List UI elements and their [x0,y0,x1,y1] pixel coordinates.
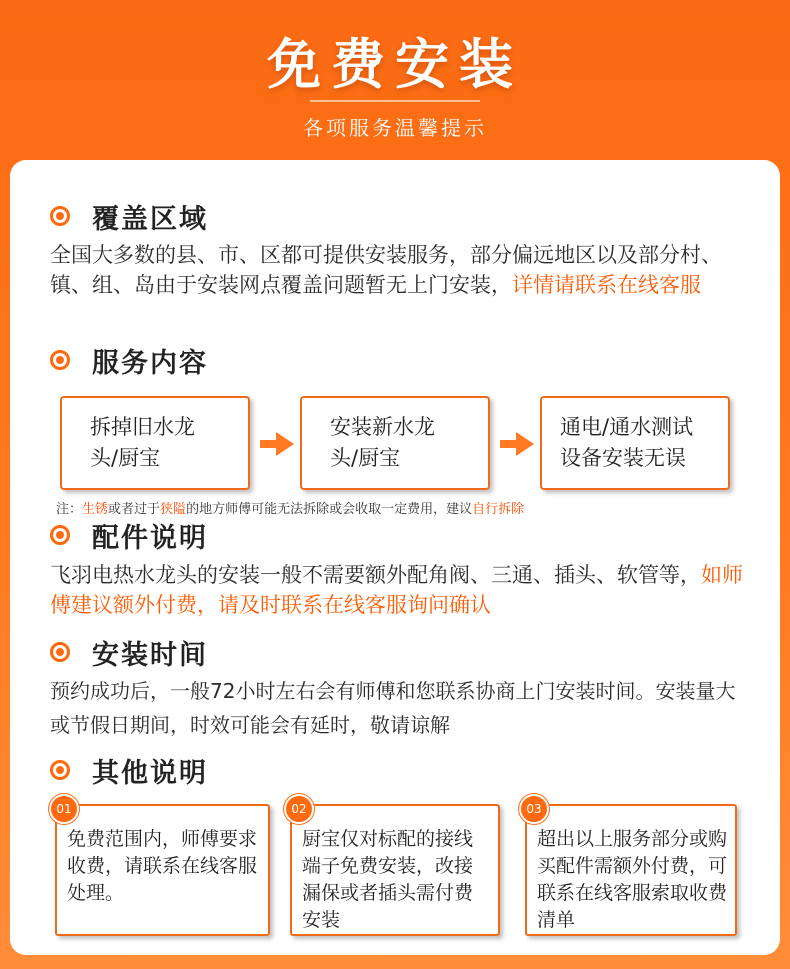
info-card [10,160,780,955]
bullet-ring-icon [50,350,70,370]
other-title: 其他说明 [92,757,208,789]
other-section-header [50,750,208,790]
service-step-3-label: 通电/通水测试设备安装无误 [560,415,694,470]
bullet-ring-icon [50,525,70,545]
service-section-header [50,340,208,380]
title-divider [310,100,480,102]
parts-text-highlight: 如师傅建议额外付费，请及时联系在线客服询问确认 [50,563,743,617]
number-badge-2: 02 [284,794,314,824]
note-highlight-narrow: 狭隘 [160,502,187,517]
coverage-text [50,240,750,300]
note-highlight-rust: 生锈 [82,502,109,517]
page-subtitle: 各项服务温馨提示 [303,116,487,140]
parts-title: 配件说明 [92,522,208,554]
time-section-header [50,632,208,672]
bullet-ring-icon [50,760,70,780]
service-step-2 [300,396,490,490]
note-mid-1: 或者过于 [108,502,161,517]
parts-section-header [50,515,208,555]
other-note-3 [525,804,737,936]
coverage-text-main: 全国大多数的县、市、区都可提供安装服务，部分偏远地区以及部分村、镇、组、岛由于安装网点覆盖问题暂无上门安装， [50,243,722,297]
service-title: 服务内容 [92,347,208,379]
other-note-3-text: 超出以上服务部分或购买配件需额外付费，可联系在线客服索取收费清单 [537,828,728,931]
coverage-text-highlight: 详情请联系在线客服 [512,273,701,297]
note-mid-2: 的地方师傅可能无法拆除或会收取一定费用，建议 [186,502,473,517]
coverage-section-header [50,196,208,236]
other-note-2 [290,804,500,936]
service-step-2-label: 安装新水龙头/厨宝 [330,415,435,470]
bullet-ring-icon [50,206,70,226]
number-badge-1: 01 [49,794,79,824]
other-note-2-text: 厨宝仅对标配的接线端子免费安装，改接漏保或者插头需付费安装 [302,828,474,931]
other-note-1-text: 免费范围内，师傅要求收费，请联系在线客服处理。 [67,828,258,904]
note-highlight-self-remove: 自行拆除 [472,502,525,517]
service-step-1 [60,396,250,490]
header-banner [0,0,790,160]
number-badge-3: 03 [519,794,549,824]
service-step-3 [540,396,730,490]
parts-text-main: 飞羽电热水龙头的安装一般不需要额外配角阀、三通、插头、软管等， [50,563,701,587]
note-prefix: 注： [56,502,83,517]
other-note-1 [55,804,270,936]
arrow-right-icon [500,430,534,458]
page-title: 免费安装 [267,33,523,96]
service-step-1-label: 拆掉旧水龙头/厨宝 [90,415,195,470]
time-text: 预约成功后，一般72小时左右会有师傅和您联系协商上门安装时间。安装量大或节假日期间，时效可能会有延时，敬请谅解 [50,679,736,737]
coverage-title: 覆盖区域 [92,203,208,235]
bullet-ring-icon [50,642,70,662]
arrow-right-icon [260,430,294,458]
parts-text [50,560,750,620]
time-title: 安装时间 [92,639,208,671]
